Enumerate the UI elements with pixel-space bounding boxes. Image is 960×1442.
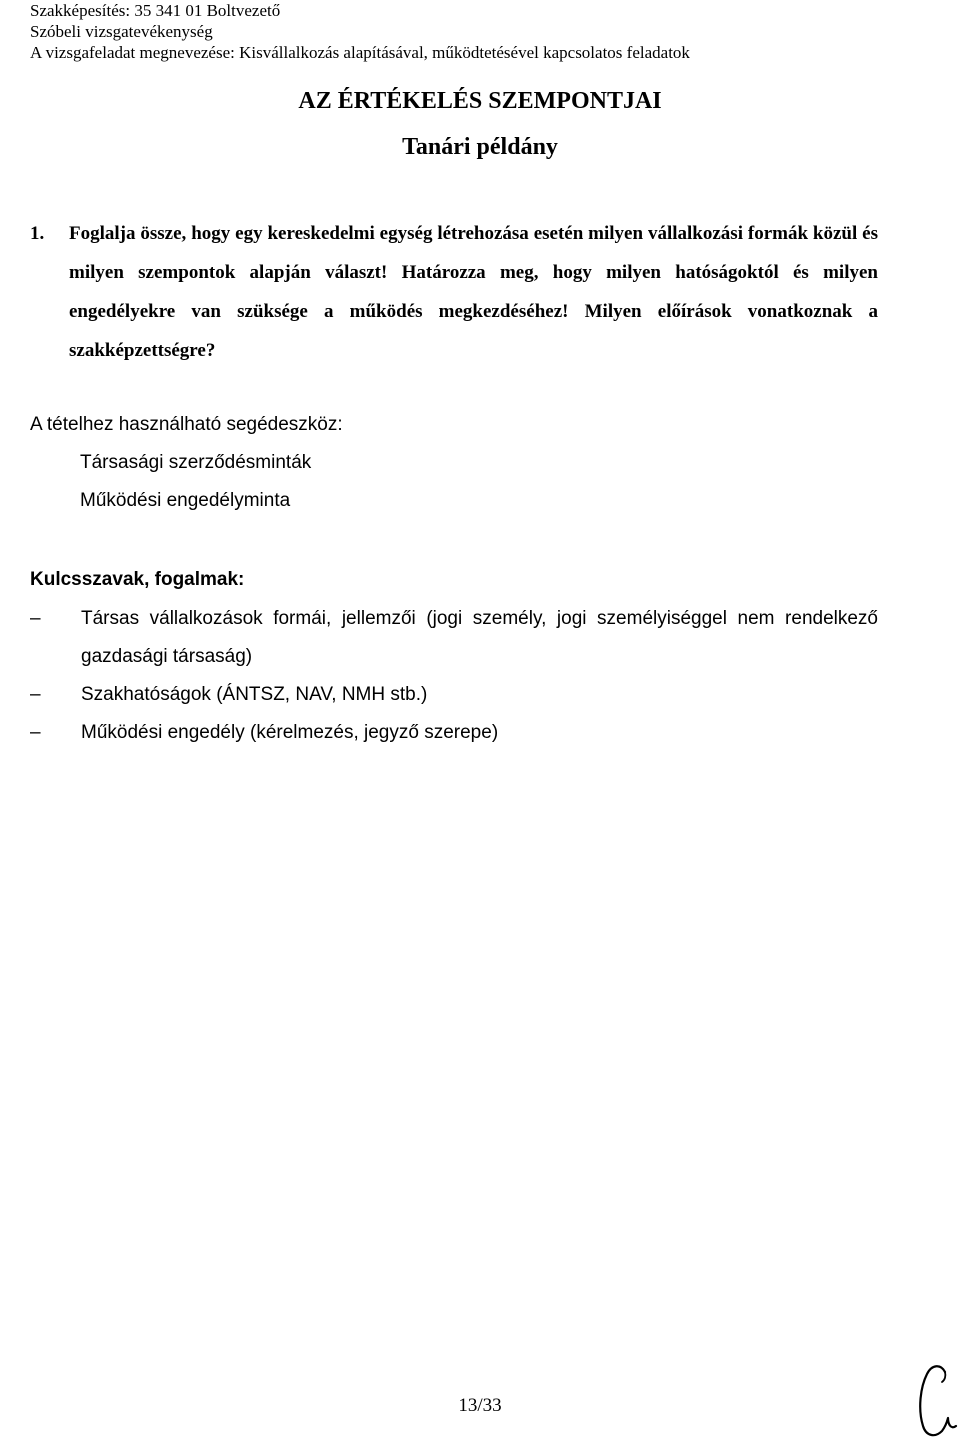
tools-label: A tételhez használható segédeszköz: [30,414,343,435]
header-qualification: Szakképesítés: 35 341 01 Boltvezető [30,1,281,20]
handwritten-initial-icon [915,1360,959,1440]
task-question [30,214,878,370]
task-number: 1. [30,223,45,244]
list-item [30,600,878,676]
list-item [30,676,878,714]
tools-section [30,406,343,520]
page-header [30,0,690,63]
list-item [30,714,878,752]
header-exam-activity: Szóbeli vizsgatevékenység [30,22,213,41]
page-title: AZ ÉRTÉKELÉS SZEMPONTJAI [298,88,662,114]
keyword-text: Működési engedély (kérelmezés, jegyző szerepe) [81,722,499,743]
page-subtitle: Tanári példány [402,134,558,160]
tool-item: Működési engedélyminta [80,490,291,511]
tool-item: Társasági szerződésminták [80,452,312,473]
header-task-name: A vizsgafeladat megnevezése: Kisvállalkozás alapításával, működtetésével kapcsolatos feladatok [30,43,690,62]
keywords-label: Kulcsszavak, fogalmak: [30,569,245,590]
keyword-text: Szakhatóságok (ÁNTSZ, NAV, NMH stb.) [81,684,428,705]
keyword-text: Társas vállalkozások formái, jellemzői (jogi személy, jogi személyiséggel nem rendelkező gazdasági társaság) [81,608,878,667]
dash-bullet-icon: – [30,684,41,705]
dash-bullet-icon: – [30,722,41,743]
task-text: Foglalja össze, hogy egy kereskedelmi egység létrehozása esetén milyen vállalkozási formák közül és milyen szempontok alapján választ! Határozza meg, hogy milyen hatóságoktól és milyen engedélyekre van szüksége a működés megkezdéséhez! Milyen előírások vonatkoznak a szakképzettségre? [69,223,878,361]
keywords-list [30,600,878,752]
dash-bullet-icon: – [30,608,41,629]
page-number: 13/33 [458,1395,502,1416]
